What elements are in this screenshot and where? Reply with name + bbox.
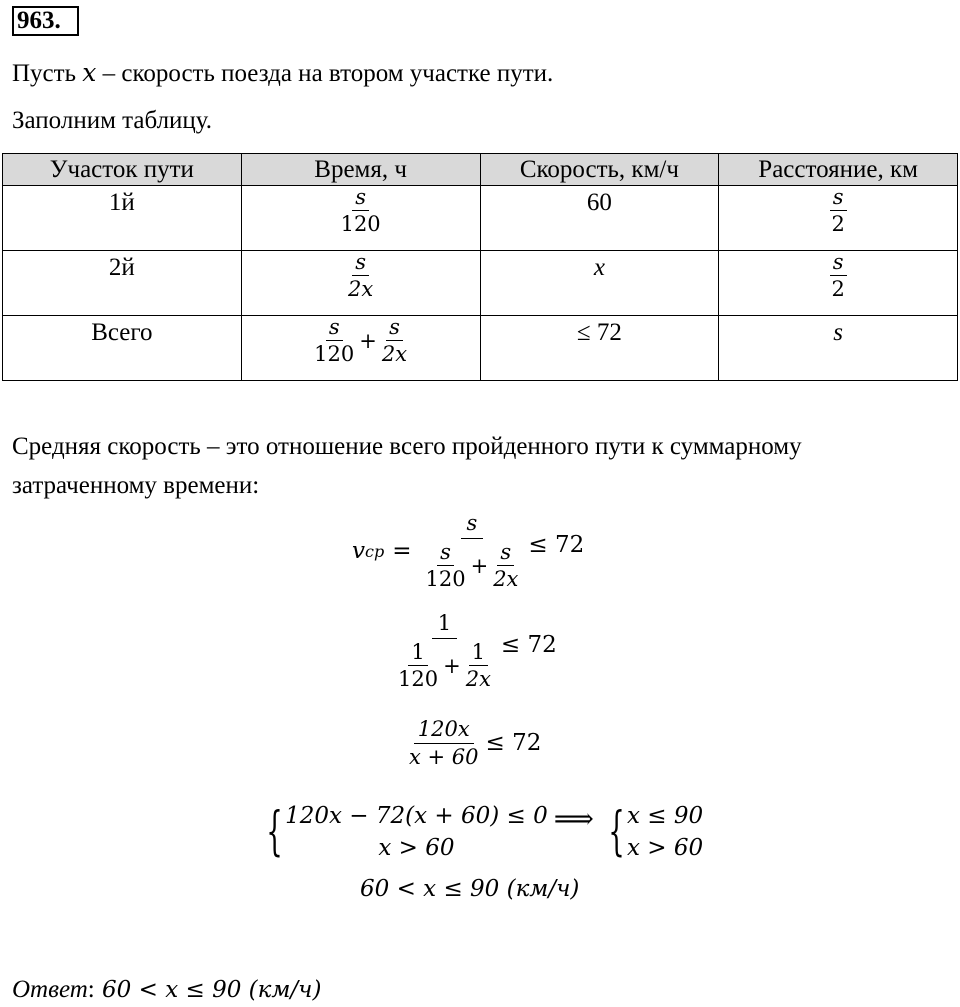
system-left-line-1: 120x − 72(x + 60) ≤ 0 bbox=[285, 803, 548, 829]
table-row bbox=[3, 251, 958, 316]
problem-number: 963. bbox=[12, 6, 79, 36]
row2-time-den: 2x bbox=[348, 277, 374, 302]
eq1-plus: + bbox=[470, 553, 489, 578]
system-left-line-2: x > 60 bbox=[378, 835, 455, 861]
eq2-b-num: 1 bbox=[469, 641, 488, 666]
eq2-a-num: 1 bbox=[408, 641, 427, 666]
eq1-a-num: s bbox=[437, 541, 454, 566]
row3-label: Всего bbox=[3, 316, 242, 381]
intro-line-1 bbox=[12, 58, 553, 89]
row1-label: 1й bbox=[3, 186, 242, 251]
equation-simplified bbox=[392, 612, 557, 690]
row3-time-plus: + bbox=[359, 328, 377, 353]
header-distance: Расстояние, км bbox=[719, 154, 958, 186]
equation-rational bbox=[406, 718, 541, 768]
answer-label: Ответ bbox=[12, 976, 88, 1003]
row3-time-b-num: s bbox=[386, 316, 403, 341]
equation-system bbox=[258, 800, 703, 864]
intro-variable: x bbox=[82, 58, 97, 87]
eq1-b-num: s bbox=[497, 541, 514, 566]
system-right-line-2: x > 60 bbox=[626, 835, 704, 861]
intro-prefix: Пусть bbox=[12, 60, 83, 87]
eq2-plus: + bbox=[443, 653, 461, 678]
row3-time bbox=[241, 316, 480, 381]
eq2-rhs: ≤ 72 bbox=[500, 632, 557, 658]
row3-time-b-den: 2x bbox=[381, 342, 408, 367]
row2-dist-num: s bbox=[830, 251, 847, 276]
eq1-b-den: 2x bbox=[493, 567, 519, 592]
eq1-lhs: v bbox=[352, 538, 365, 565]
system-right-line-1: x ≤ 90 bbox=[626, 803, 704, 829]
row1-time-num: s bbox=[352, 186, 369, 211]
result-inequality: 60 < x ≤ 90 (км/ч) bbox=[360, 876, 580, 902]
row2-label: 2й bbox=[3, 251, 242, 316]
table-header-row bbox=[3, 154, 958, 186]
row2-dist-den: 2 bbox=[831, 277, 845, 302]
answer-colon: : bbox=[87, 976, 95, 1003]
row3-speed: ≤ 72 bbox=[480, 316, 719, 381]
equation-avg-speed bbox=[352, 512, 584, 590]
explanation-line-2: затраченному времени: bbox=[12, 472, 260, 499]
explanation-line-1: Средняя скорость – это отношение всего пройденного пути к суммарному bbox=[12, 433, 802, 460]
right-brace: { bbox=[608, 802, 625, 862]
eq3-den: x + 60 bbox=[409, 745, 479, 770]
row1-time-den: 120 bbox=[340, 212, 381, 237]
row1-dist-den: 2 bbox=[831, 212, 845, 237]
eq1-equals: = bbox=[392, 538, 412, 565]
row1-time bbox=[241, 186, 480, 251]
eq1-a-den: 120 bbox=[425, 567, 466, 592]
left-brace: { bbox=[266, 802, 283, 862]
answer-line bbox=[12, 975, 321, 1005]
row2-time-num: s bbox=[352, 251, 369, 276]
row2-time bbox=[241, 251, 480, 316]
eq3-num: 120x bbox=[414, 718, 474, 744]
row3-distance: s bbox=[719, 316, 958, 381]
data-table bbox=[2, 153, 958, 381]
table-row bbox=[3, 316, 958, 381]
header-time: Время, ч bbox=[241, 154, 480, 186]
eq2-b-den: 2x bbox=[465, 667, 491, 692]
eq1-num: s bbox=[461, 512, 484, 539]
row2-speed: x bbox=[480, 251, 719, 316]
eq3-rhs: ≤ 72 bbox=[485, 730, 542, 757]
header-segment: Участок пути bbox=[3, 154, 242, 186]
eq2-a-den: 120 bbox=[398, 667, 439, 692]
row3-time-a-num: s bbox=[326, 316, 343, 341]
intro-line-2: Заполним таблицу. bbox=[12, 107, 213, 134]
row1-distance bbox=[719, 186, 958, 251]
implies-arrow: ⟹ bbox=[553, 802, 594, 835]
answer-value: 60 < x ≤ 90 (км/ч) bbox=[94, 977, 322, 1003]
table-row bbox=[3, 186, 958, 251]
intro-suffix: – скорость поезда на втором участке пути. bbox=[96, 60, 554, 87]
eq2-num: 1 bbox=[432, 612, 457, 639]
eq1-sub: cp bbox=[365, 541, 385, 561]
row1-speed: 60 bbox=[480, 186, 719, 251]
eq1-rhs: ≤ 72 bbox=[528, 532, 585, 558]
header-speed: Скорость, км/ч bbox=[480, 154, 719, 186]
row1-dist-num: s bbox=[830, 186, 847, 211]
row3-time-a-den: 120 bbox=[314, 342, 355, 367]
row2-distance bbox=[719, 251, 958, 316]
